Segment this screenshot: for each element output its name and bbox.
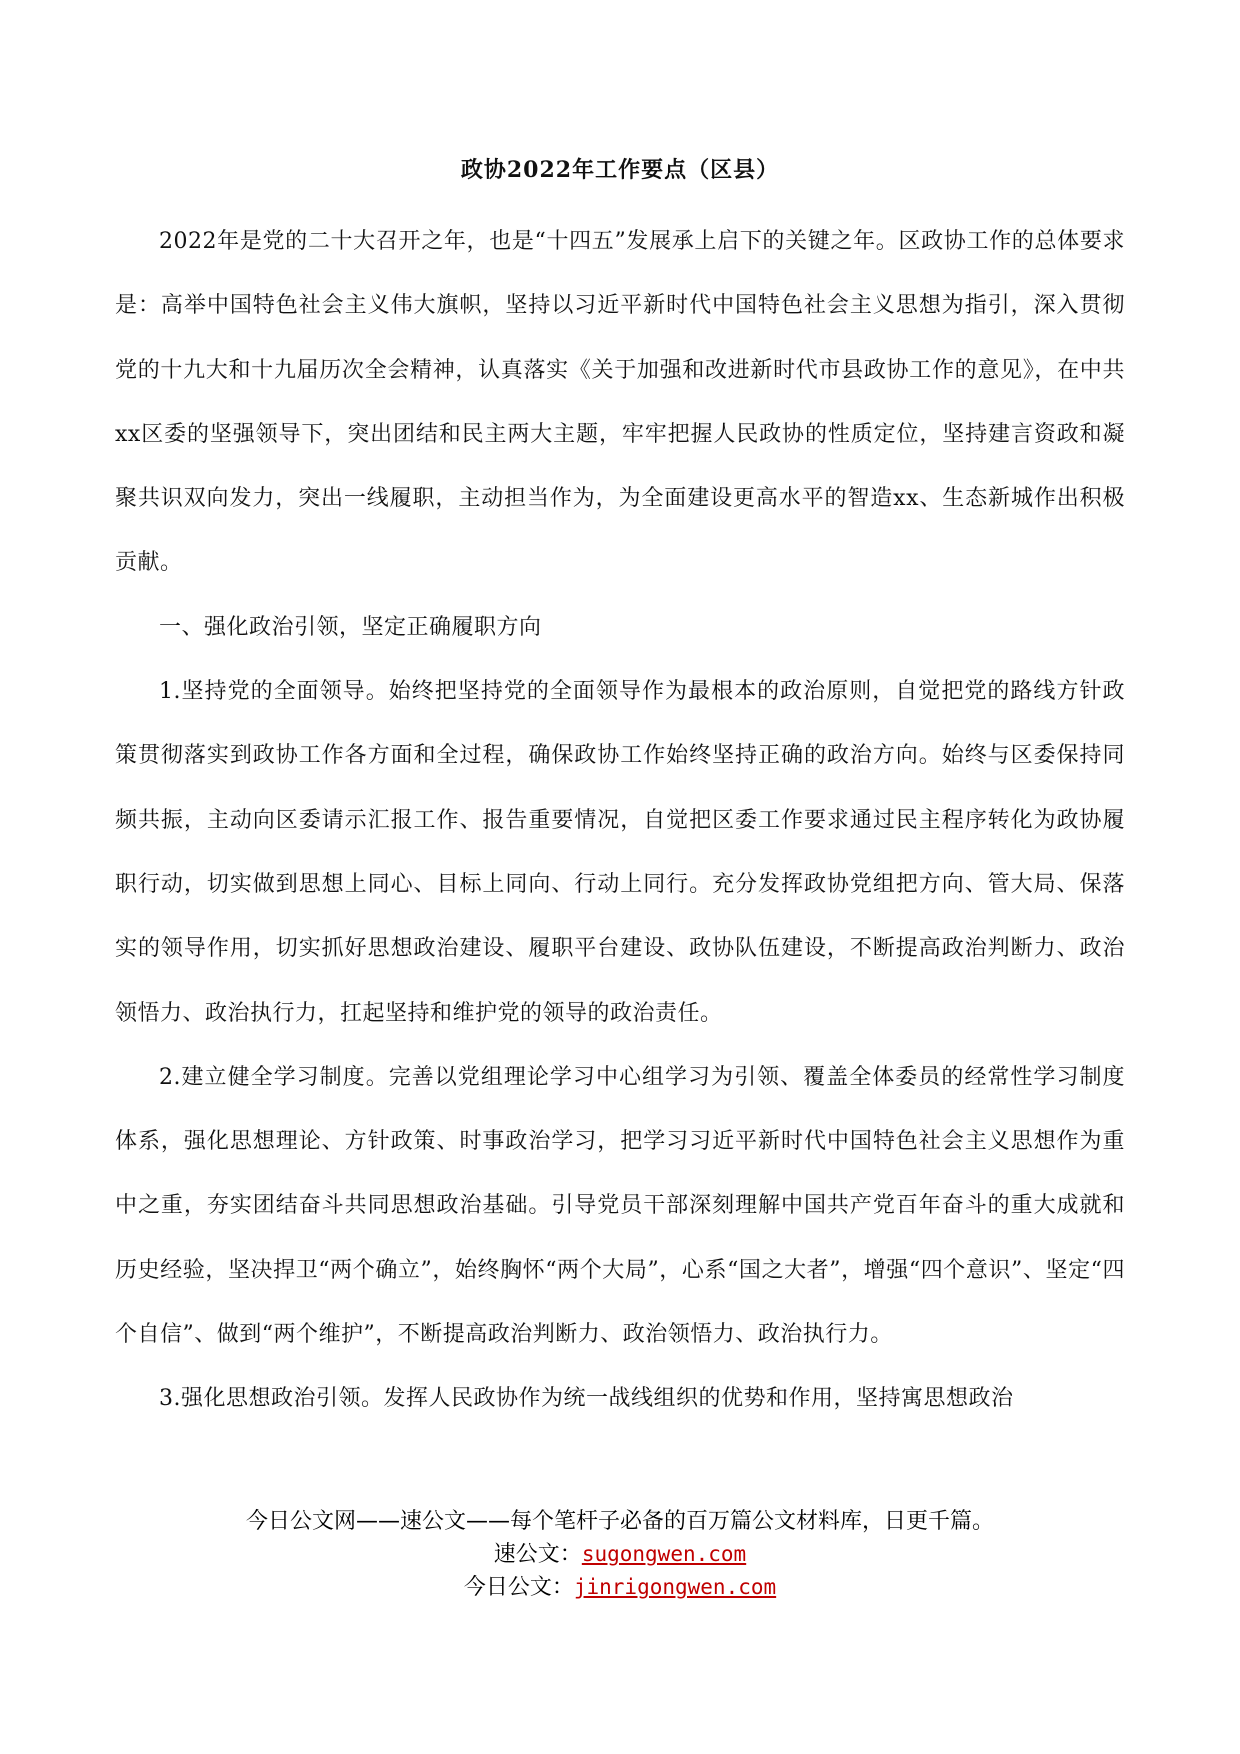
item-1-paragraph: 1.坚持党的全面领导。始终把坚持党的全面领导作为最根本的政治原则，自觉把党的路线方针政策贯彻落实到政协工作各方面和全过程，确保政协工作始终坚持正确的政治方向。始终与区委保持同频共振，主动向区委请示汇报工作、报告重要情况，自觉把区委工作要求通过民主程序转化为政协履职行动，切实做到思想上同心、目标上同向、行动上同行。充分发挥政协党组把方向、管大局、保落实的领导作用，切实抓好思想政治建设、履职平台建设、政协队伍建设，不断提高政治判断力、政治领悟力、政治执行力，扛起坚持和维护党的领导的政治责任。 [115, 679, 1125, 1026]
footer-label-sugongwen: 速公文： [493, 1542, 582, 1567]
sugongwen-link[interactable]: sugongwen.com [581, 1542, 747, 1566]
footer [0, 1505, 1240, 1604]
section-heading: 一、强化政治引领，坚定正确履职方向 [159, 614, 542, 640]
document-body [115, 210, 1125, 1432]
footer-line-sugongwen [0, 1538, 1240, 1571]
document-title: 政协2022年工作要点（区县） [460, 157, 780, 183]
item-2-paragraph: 2.建立健全学习制度。完善以党组理论学习中心组学习为引领、覆盖全体委员的经常性学习制度体系，强化思想理论、方针政策、时事政治学习，把学习习近平新时代中国特色社会主义思想作为重中之重，夯实团结奋斗共同思想政治基础。引导党员干部深刻理解中国共产党百年奋斗的重大成就和历史经验，坚决捍卫“两个确立”，始终胸怀“两个大局”，心系“国之大者”，增强“四个意识”、坚定“四个自信”、做到“两个维护”，不断提高政治判断力、政治领悟力、政治执行力。 [115, 1064, 1125, 1348]
footer-line-jinrigongwen [0, 1571, 1240, 1604]
item-3-paragraph: 3.强化思想政治引领。发挥人民政协作为统一战线组织的优势和作用，坚持寓思想政治 [159, 1386, 1014, 1412]
footer-label-jinrigongwen: 今日公文： [463, 1575, 574, 1600]
footer-slogan: 今日公文网——速公文——每个笔杆子必备的百万篇公文材料库，日更千篇。 [245, 1509, 994, 1534]
intro-paragraph: 2022年是党的二十大召开之年，也是“十四五”发展承上启下的关键之年。区政协工作的总体要求是：高举中国特色社会主义伟大旗帜，坚持以习近平新时代中国特色社会主义思想为指引，深入贯彻党的十九大和十九届历次全会精神，认真落实《关于加强和改进新时代市县政协工作的意见》，在中共xx区委的坚强领导下，突出团结和民主两大主题，牢牢把握人民政协的性质定位，坚持建言资政和凝聚共识双向发力，突出一线履职，主动担当作为，为全面建设更高水平的智造xx、生态新城作出积极贡献。 [115, 229, 1125, 576]
jinrigongwen-link[interactable]: jinrigongwen.com [573, 1575, 777, 1599]
